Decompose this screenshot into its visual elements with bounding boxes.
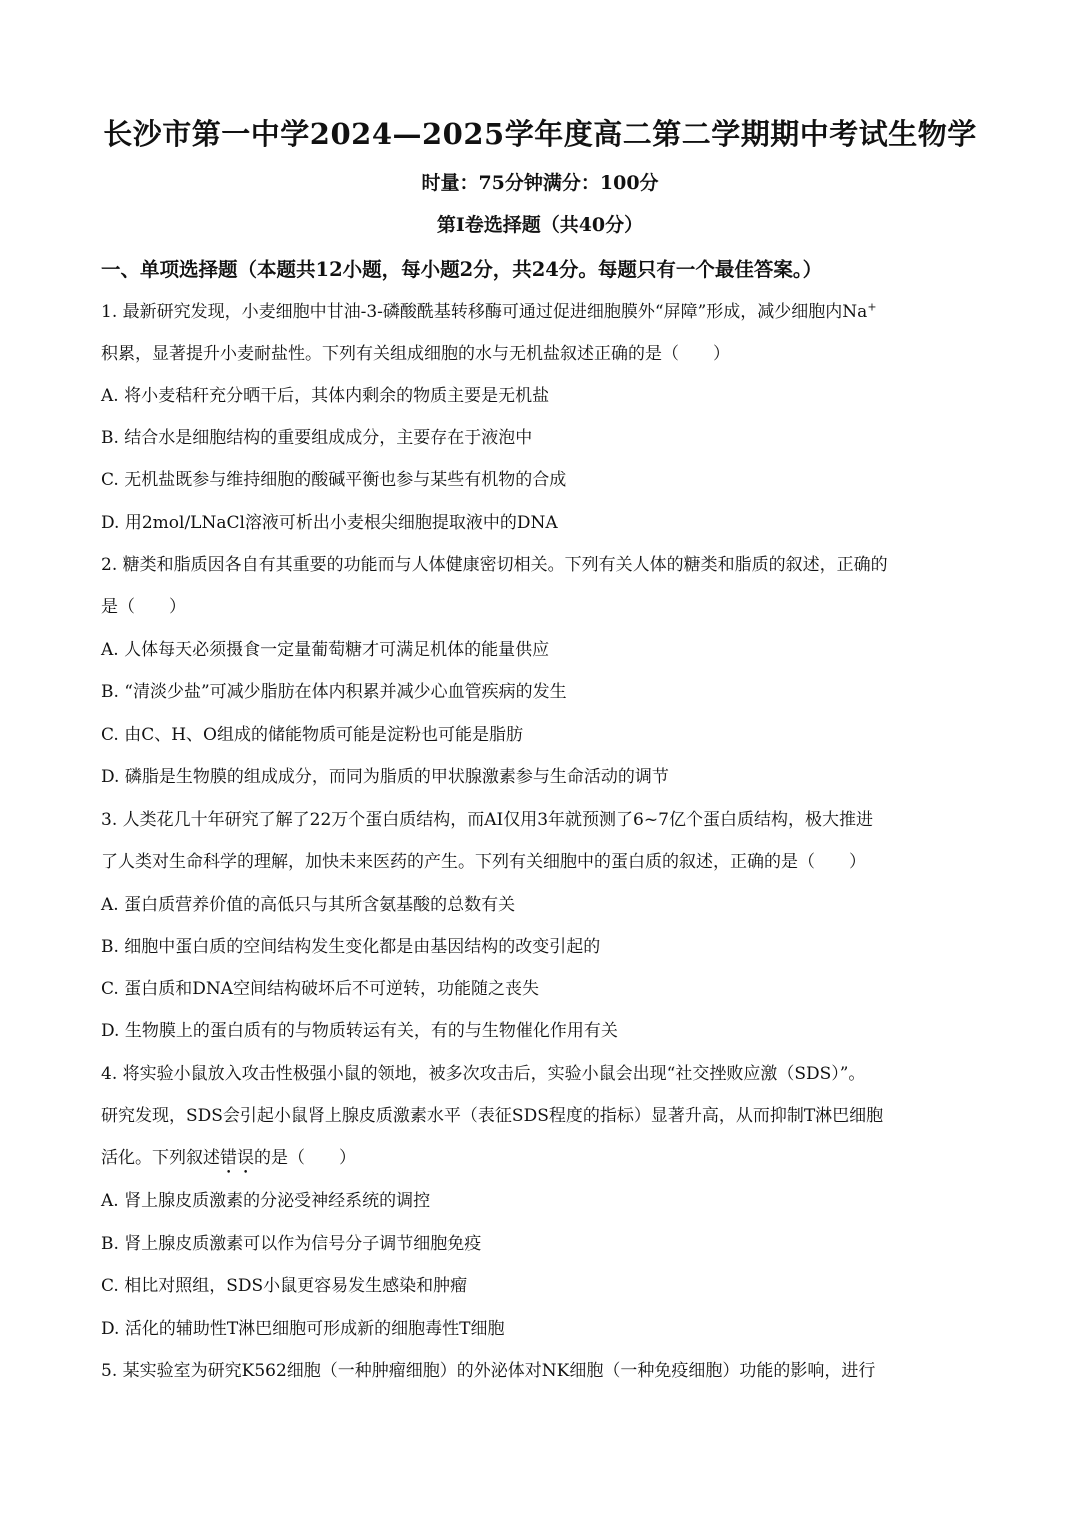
q4-stem-line-3 [101, 1143, 356, 1178]
q3-option-d: D. 生物膜上的蛋白质有的与物质转运有关，有的与生物催化作用有关 [101, 1021, 618, 1041]
exam-time-info: 时量：75分钟满分：100分 [421, 172, 659, 194]
q1-option-a: A. 将小麦秸秆充分晒干后，其体内剩余的物质主要是无机盐 [101, 386, 550, 406]
section-heading: 一、单项选择题（本题共12小题，每小题2分，共24分。每题只有一个最佳答案。） [101, 258, 823, 281]
q4-option-b: B. 肾上腺皮质激素可以作为信号分子调节细胞免疫 [101, 1234, 482, 1254]
q4-option-c: C. 相比对照组，SDS小鼠更容易发生感染和肿瘤 [101, 1276, 468, 1296]
q1-stem-line-2: 积累，显著提升小麦耐盐性。下列有关组成细胞的水与无机盐叙述正确的是（ ） [101, 344, 730, 364]
q2-option-d: D. 磷脂是生物膜的组成成分，而同为脂质的甲状腺激素参与生命活动的调节 [101, 767, 669, 787]
q2-stem-line-2: 是（ ） [101, 597, 186, 617]
q5-stem-line-1: 5. 某实验室为研究K562细胞（一种肿瘤细胞）的外泌体对NK细胞（一种免疫细胞）功能的影响，进行 [101, 1361, 876, 1381]
q4-option-d: D. 活化的辅助性T淋巴细胞可形成新的细胞毒性T细胞 [101, 1319, 505, 1339]
q2-stem-line-1: 2. 糖类和脂质因各自有其重要的功能而与人体健康密切相关。下列有关人体的糖类和脂质的叙述，正确的 [101, 555, 888, 575]
q1-option-c: C. 无机盐既参与维持细胞的酸碱平衡也参与某些有机物的合成 [101, 470, 567, 490]
q1-stem-line-1 [101, 297, 877, 322]
q3-stem-line-1: 3. 人类花几十年研究了解了22万个蛋白质结构，而AI仅用3年就预测了6~7亿个蛋白质结构，极大推进 [101, 810, 873, 830]
q2-option-a: A. 人体每天必须摄食一定量葡萄糖才可满足机体的能量供应 [101, 640, 550, 660]
q4-stem-line-1: 4. 将实验小鼠放入攻击性极强小鼠的领地，被多次攻击后，实验小鼠会出现“社交挫败应激（SDS）”。 [101, 1064, 866, 1084]
q4-stem-text: 活化。下列叙述 [101, 1148, 220, 1168]
q1-option-d: D. 用2mol/LNaCl溶液可析出小麦根尖细胞提取液中的DNA [101, 513, 558, 533]
q4-emphasis-word: 错误 [220, 1148, 254, 1168]
q3-option-b: B. 细胞中蛋白质的空间结构发生变化都是由基因结构的改变引起的 [101, 937, 601, 957]
exam-title: 长沙市第一中学2024—2025学年度高二第二学期期中考试生物学 [103, 117, 977, 151]
q3-option-c: C. 蛋白质和DNA空间结构破坏后不可逆转，功能随之丧失 [101, 979, 539, 999]
q3-option-a: A. 蛋白质营养价值的高低只与其所含氨基酸的总数有关 [101, 895, 516, 915]
q1-stem-text: 1. 最新研究发现，小麦细胞中甘油-3-磷酸酰基转移酶可通过促进细胞膜外“屏障”形成，减少细胞内Na [101, 302, 868, 322]
q2-option-c: C. 由C、H、O组成的储能物质可能是淀粉也可能是脂肪 [101, 725, 523, 745]
volume-heading: 第Ⅰ卷选择题（共40分） [436, 214, 644, 236]
q2-option-b: B. “清淡少盐”可减少脂肪在体内积累并减少心血管疾病的发生 [101, 682, 567, 702]
q1-stem-superscript: + [867, 300, 877, 314]
q3-stem-line-2: 了人类对生命科学的理解，加快未来医药的产生。下列有关细胞中的蛋白质的叙述，正确的是（ ） [101, 852, 866, 872]
q4-stem-line-2: 研究发现，SDS会引起小鼠肾上腺皮质激素水平（表征SDS程度的指标）显著升高，从而抑制T淋巴细胞 [101, 1106, 884, 1126]
q4-stem-text-end: 的是（ ） [254, 1148, 356, 1168]
q4-option-a: A. 肾上腺皮质激素的分泌受神经系统的调控 [101, 1191, 431, 1211]
q1-option-b: B. 结合水是细胞结构的重要组成成分，主要存在于液泡中 [101, 428, 533, 448]
